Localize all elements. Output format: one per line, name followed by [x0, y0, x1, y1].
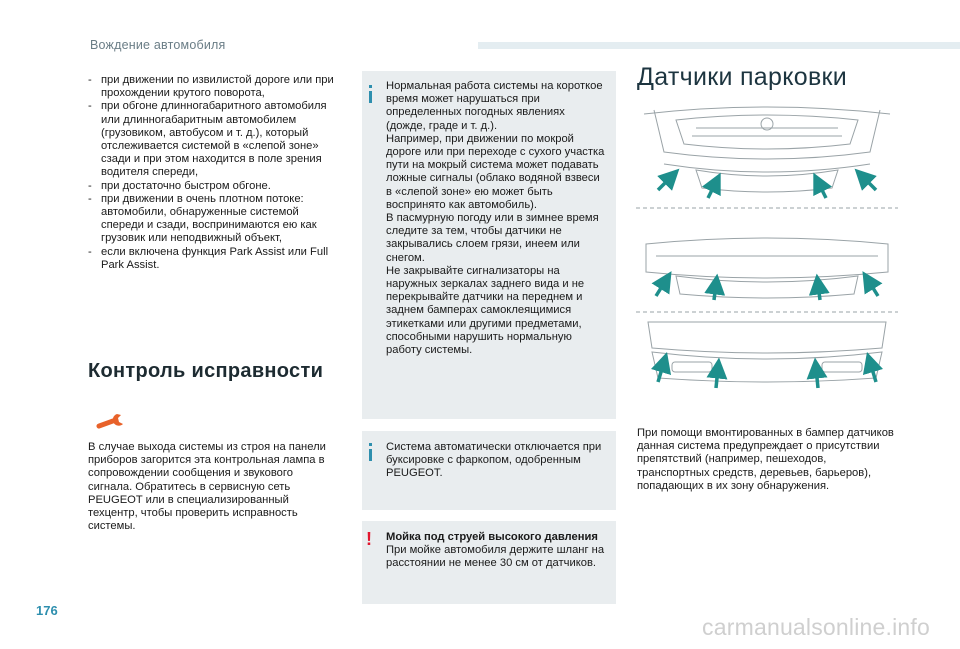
page-title: Датчики парковки	[637, 63, 848, 91]
parking-sensors-illustration	[636, 104, 898, 410]
info-paragraph: Не закрывайте сигнализаторы на наружных зеркалах заднего вида и не перекрывайте датчики на переднем и заднем бамперах самоклеящимися этикетками или другими предметами, способными нарушить нормальную работу системы.	[386, 264, 585, 357]
section-title: Вождение автомобиля	[90, 38, 226, 52]
side-bumper-view	[636, 238, 898, 312]
info-mark-dot	[369, 443, 372, 446]
warning-icon: !	[366, 529, 372, 549]
list-item: - при движении по извилистой дороге или при прохождении крутого поворота,	[88, 74, 338, 100]
list-item: - при обгоне длинногабаритного автомобиля или длинногабаритным автомобилем (грузовиком, автобусом и т. д.), который отслеживается системой в «слепой зоне» сзади и при этом находится в поле зрения водителя спереди,	[88, 100, 338, 179]
info-box-towing	[362, 431, 616, 510]
info-box-weather	[362, 71, 616, 419]
info-paragraph: Например, при движении по мокрой дороге или при переходе с сухого участка пути на мокрый система может подавать ложные сигналы (облако водяной взвеси в «слепой зоне» ею может быть воспринято как автомобиль).	[386, 132, 605, 211]
rear-bumper-view	[648, 322, 886, 382]
section-heading: Контроль исправности	[88, 360, 324, 382]
page-number: 176	[36, 603, 58, 618]
info-icon	[369, 449, 372, 461]
warning-box	[362, 521, 616, 604]
list-item: - если включена функция Park Assist или Full Park Assist.	[88, 246, 338, 272]
watermark: carmanualsonline.info	[702, 614, 930, 640]
warning-title: Мойка под струей высокого давления	[386, 531, 598, 543]
warning-text: При мойке автомобиля держите шланг на расстоянии не менее 30 см от датчиков.	[386, 544, 605, 570]
list-item: - при движении в очень плотном потоке: автомобили, обнаруженные системой спереди и сзади, воспринимаются ею как грузовик или неподвижный объект,	[88, 193, 338, 246]
parking-sensors-description: При помощи вмонтированных в бампер датчиков данная система предупреждает о присутствии препятствий (например, пешеходов, транспортных средств, деревьев, барьеров), попадающих в их зону обнаружения.	[637, 427, 894, 492]
front-bumper-view	[636, 107, 898, 208]
info-paragraph: Нормальная работа системы на короткое время может нарушаться при определенных погодных явлениях (дожде, граде и т. д.).	[386, 80, 603, 132]
info-mark-dot	[369, 85, 372, 88]
left-column	[88, 74, 338, 272]
info-paragraph: В пасмурную погоду или в зимнее время следите за тем, чтобы датчики не закрывались слоем грязи, инеем или снегом.	[386, 212, 599, 264]
info-icon	[369, 91, 372, 103]
list-item: - при достаточно быстром обгоне.	[88, 180, 338, 193]
malfunction-text: В случае выхода системы из строя на панели приборов загорится эта контрольная лампа в сопровождении сообщения и звукового сигнала. Обратитесь в сервисную сеть PEUGEOT или в специализированный техцентр, чтобы проверить исправность системы.	[88, 441, 326, 533]
conditions-list	[88, 74, 338, 272]
info-paragraph: Система автоматически отключается при буксировке с фаркопом, одобренным PEUGEOT.	[386, 441, 602, 480]
header-rule	[478, 42, 960, 49]
wrench-icon	[94, 410, 128, 430]
